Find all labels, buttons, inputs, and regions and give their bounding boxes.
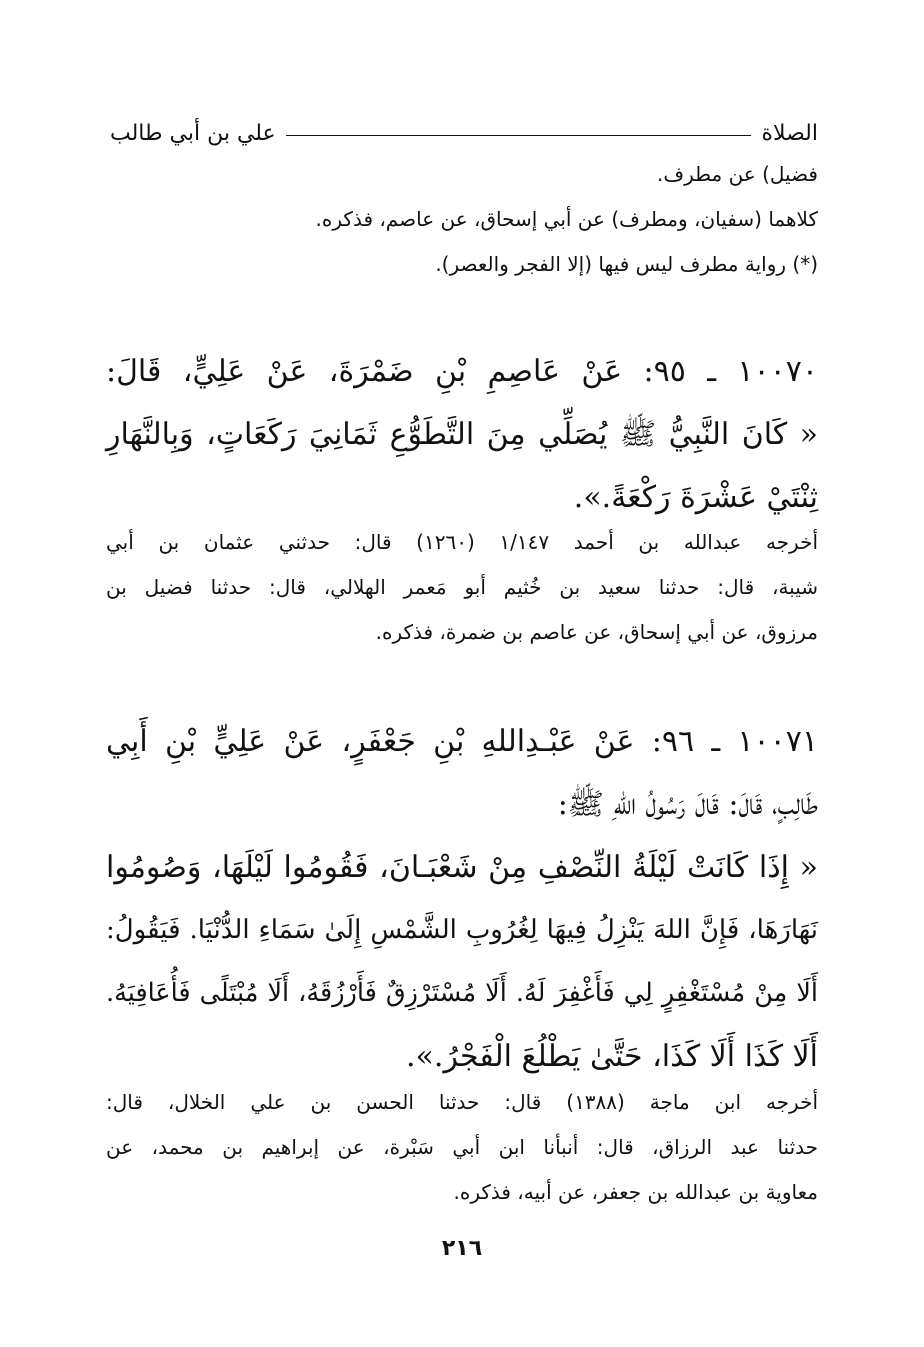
hadith-96 <box>106 710 818 1088</box>
hadith-95 <box>106 340 818 529</box>
source-line: مرزوق، عن أبي إسحاق، عن عاصم بن ضمرة، فذكره. <box>375 620 818 644</box>
hadith-line: « إِذَا كَانَتْ لَيْلَةُ النِّصْفِ مِنْ شَعْبَـانَ، فَقُومُوا لَيْلَهَا، وَصُومُوا <box>106 850 818 885</box>
note-line: فضيل) عن مطرف. <box>656 162 818 186</box>
chapter-title: الصلاة <box>761 120 818 146</box>
footnote-line: (*) رواية مطرف ليس فيها (إلا الفجر والعصر). <box>435 252 818 276</box>
page-number: ٢١٦ <box>441 1236 483 1261</box>
running-header <box>110 118 818 148</box>
hadith-line: ١٠٠٧١ ـ ٩٦: عَنْ عَبْـدِاللهِ بْنِ جَعْفَرٍ، عَنْ عَلِيٍّ بْنِ أَبِي <box>106 724 818 759</box>
source-line: معاوية بن عبدالله بن جعفر، عن أبيه، فذكره. <box>453 1180 818 1204</box>
source-line: حدثنا عبد الرزاق، قال: أنبأنا ابن أبي سَبْرة، عن إبراهيم بن محمد، عن <box>106 1135 818 1159</box>
header-rule <box>286 135 752 136</box>
hadith-line: نَهَارَهَا، فَإِنَّ اللهَ يَنْزِلُ فِيهَا لِغُرُوبِ الشَّمْسِ إِلَىٰ سَمَاءِ الدُّنْيَا. فَيَقُولُ: <box>106 915 818 945</box>
source-line: شيبة، قال: حدثنا سعيد بن خُثيم أبو مَعمر الهلالي، قال: حدثنا فضيل بن <box>106 575 818 599</box>
hadith-line: طَالِبٍ، قَالَ: قَالَ رَسُولُ اللهِ ﷺ: <box>557 787 818 822</box>
hadith-line: ١٠٠٧٠ ـ ٩٥: عَنْ عَاصِمِ بْنِ ضَمْرَةَ، عَنْ عَلِيٍّ، قَالَ: <box>106 354 818 389</box>
hadith-line: « كَانَ النَّبِيُّ ﷺ يُصَلِّي مِنَ التَّطَوُّعِ ثَمَانِيَ رَكَعَاتٍ، وَبِالنَّهَارِ <box>106 417 818 452</box>
hadith-line: أَلَا كَذَا أَلَا كَذَا، حَتَّىٰ يَطْلُعَ الْفَجْرُ.». <box>406 1039 818 1074</box>
source-95 <box>106 520 818 655</box>
source-96 <box>106 1080 818 1215</box>
source-line: أخرجه عبدالله بن أحمد ١/١٤٧ (١٢٦٠) قال: حدثني عثمان بن أبي <box>106 530 818 554</box>
note-line: كلاهما (سفيان، ومطرف) عن أبي إسحاق، عن عاصم، فذكره. <box>315 207 818 231</box>
book-title: علي بن أبي طالب <box>110 120 276 146</box>
hadith-line: أَلَا مِنْ مُسْتَغْفِرٍ لِي فَأَغْفِرَ لَهُ. أَلَا مُسْتَرْزِقٌ فَأَرْزُقَهُ، أَلَا مُبْتَلًى فَأُعَافِيَهُ. <box>106 978 818 1008</box>
source-line: أخرجه ابن ماجة (١٣٨٨) قال: حدثنا الحسن بن علي الخلال، قال: <box>106 1090 818 1114</box>
previous-note <box>106 152 818 287</box>
hadith-line: ثِنْتَيْ عَشْرَةَ رَكْعَةً.». <box>573 480 818 515</box>
